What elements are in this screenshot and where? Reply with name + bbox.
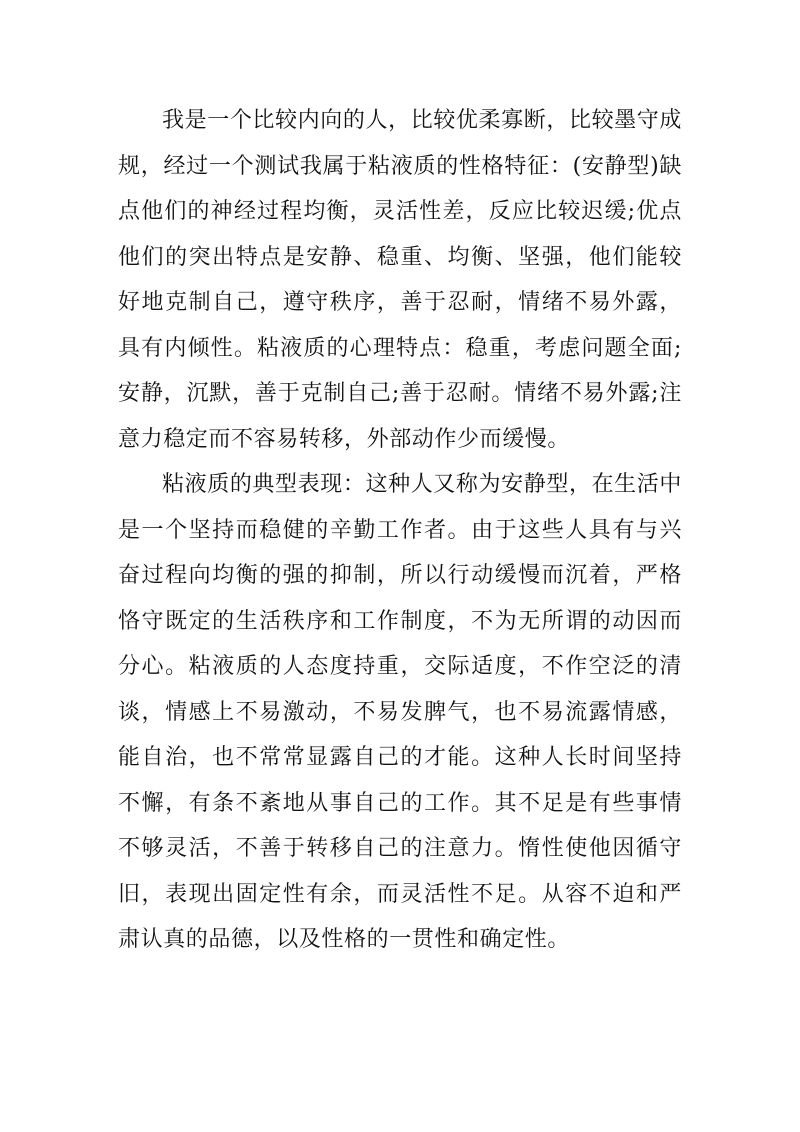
paragraph-2: 粘液质的典型表现：这种人又称为安静型，在生活中是一个坚持而稳健的辛勤工作者。由于这些人具有与兴奋过程向均衡的强的抑制，所以行动缓慢而沉着，严格恪守既定的生活秩序和工作制度，不为无所谓的动因而分心。粘液质的人态度持重，交际适度，不作空泛的清谈，情感上不易激动，不易发脾气，也不易流露情感，能自治，也不常常显露自己的才能。这种人长时间坚持不懈，有条不紊地从事自己的工作。其不足是有些事情不够灵活，不善于转移自己的注意力。惰性使他因循守旧，表现出固定性有余，而灵活性不足。从容不迫和严肃认真的品德，以及性格的一贯性和确定性。 xyxy=(118,472,682,952)
document-body xyxy=(118,98,682,963)
paragraph-1: 我是一个比较内向的人，比较优柔寡断，比较墨守成规，经过一个测试我属于粘液质的性格特征：(安静型)缺点他们的神经过程均衡，灵活性差，反应比较迟缓;优点他们的突出特点是安静、稳重、均衡、坚强，他们能较好地克制自己，遵守秩序，善于忍耐，情绪不易外露，具有内倾性。粘液质的心理特点：稳重，考虑问题全面;安静，沉默，善于克制自己;善于忍耐。情绪不易外露;注意力稳定而不容易转移，外部动作少而缓慢。 xyxy=(118,108,682,452)
